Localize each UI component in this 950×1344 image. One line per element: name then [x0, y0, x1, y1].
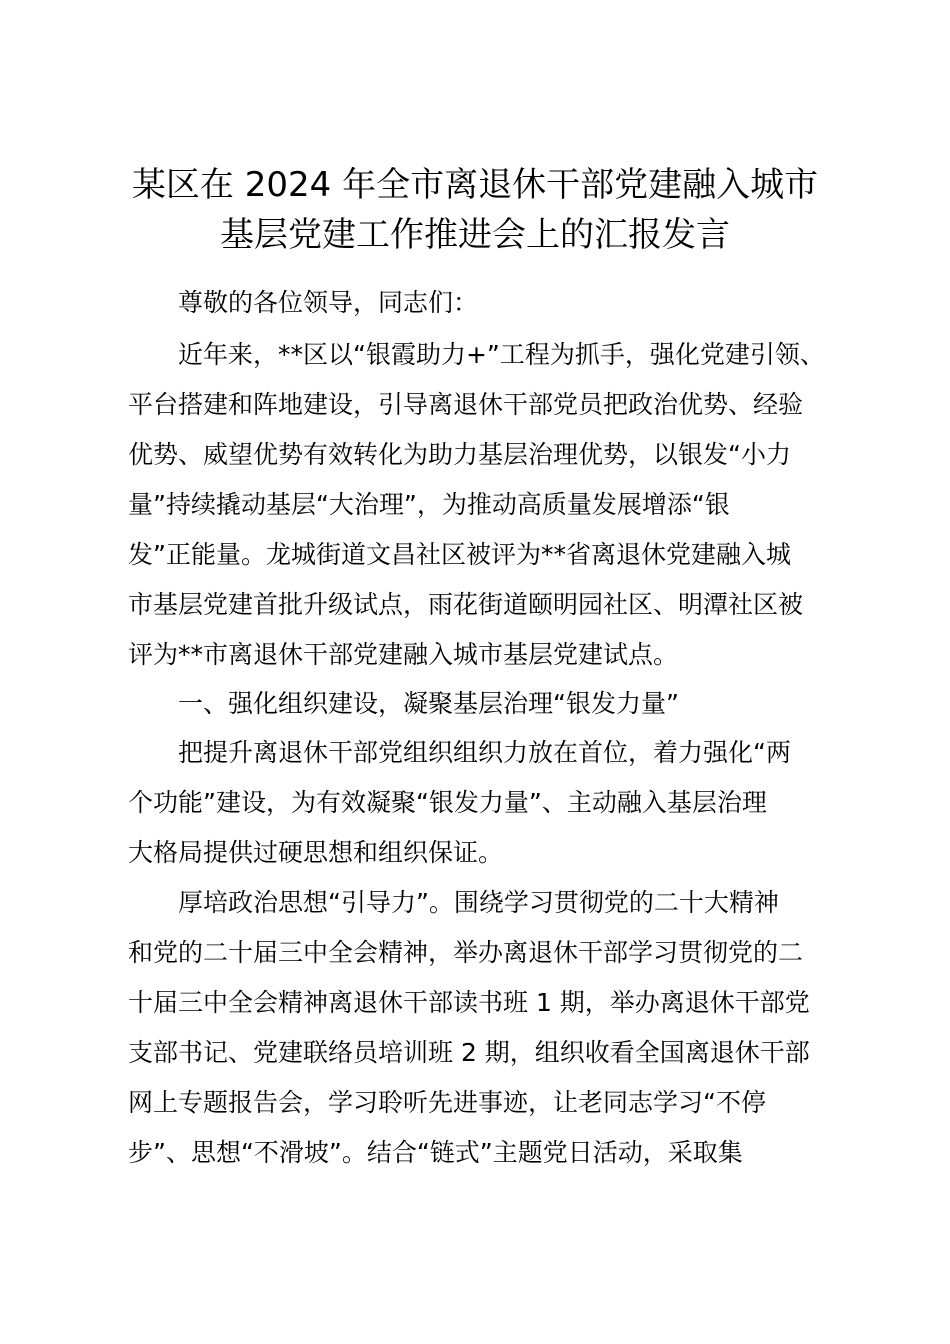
paragraph-3-line: 步”、思想“不滑坡”。结合“链式”主题党日活动，采取集 — [128, 1138, 743, 1167]
section-heading-1: 一、强化组织建设，凝聚基层治理“银发力量” — [178, 689, 679, 718]
paragraph-1-line: 近年来，**区以“银霞助力+”工程为抓手，强化党建引领、 — [178, 340, 825, 369]
paragraph-3-line: 网上专题报告会，学习聆听先进事迹，让老同志学习“不停 — [128, 1088, 766, 1117]
paragraph-1-line: 平台搭建和阵地建设，引导离退休干部党员把政治优势、经验 — [128, 390, 804, 419]
paragraph-2-line: 把提升离退休干部党组织组织力放在首位，着力强化“两 — [178, 738, 791, 767]
paragraph-3-line: 支部书记、党建联络员培训班 2 期，组织收看全国离退休干部 — [128, 1038, 810, 1067]
paragraph-2-line: 大格局提供过硬思想和组织保证。 — [128, 838, 504, 867]
paragraph-1-line: 量”持续撬动基层“大治理”，为推动高质量发展增添“银 — [128, 490, 730, 519]
document-title-line-2: 基层党建工作推进会上的汇报发言 — [220, 215, 730, 255]
paragraph-1-line: 评为**市离退休干部党建融入城市基层党建试点。 — [128, 640, 679, 669]
salutation: 尊敬的各位领导，同志们： — [178, 288, 479, 317]
paragraph-1-line: 发”正能量。龙城街道文昌社区被评为**省离退休党建融入城 — [128, 540, 791, 569]
document-title-line-1: 某区在 2024 年全市离退休干部党建融入城市 — [131, 165, 819, 205]
paragraph-3-line: 十届三中全会精神离退休干部读书班 1 期，举办离退休干部党 — [128, 988, 810, 1017]
paragraph-1-line: 市基层党建首批升级试点，雨花街道颐明园社区、明潭社区被 — [128, 590, 804, 619]
document-body — [128, 278, 848, 1178]
paragraph-3-line: 厚培政治思想“引导力”。围绕学习贯彻党的二十大精神 — [178, 888, 779, 917]
paragraph-2-line: 个功能”建设，为有效凝聚“银发力量”、主动融入基层治理 — [128, 788, 767, 817]
paragraph-3-line: 和党的二十届三中全会精神，举办离退休干部学习贯彻党的二 — [128, 938, 804, 967]
paragraph-1-line: 优势、威望优势有效转化为助力基层治理优势，以银发“小力 — [128, 440, 791, 469]
